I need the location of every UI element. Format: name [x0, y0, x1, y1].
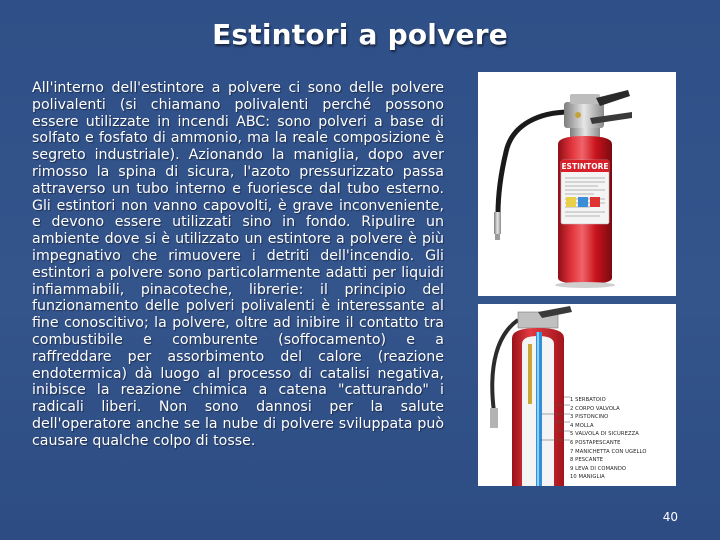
slide-title: Estintori a polvere: [212, 18, 508, 51]
diagram-legend: [570, 396, 674, 482]
legend-item: 3 PISTONCINO: [570, 414, 609, 421]
legend-item: 8 PESCANTE: [570, 457, 604, 464]
label-title: ESTINTORE: [561, 162, 609, 171]
page-number: 40: [662, 510, 678, 524]
legend-item: 4 MOLLA: [570, 422, 594, 429]
legend-item: 5 VALVOLA DI SICUREZZA: [570, 431, 639, 438]
legend-item: 10 MANIGLIA: [570, 474, 605, 481]
legend-item: 1 SERBATOIO: [570, 397, 606, 403]
extinguisher-photo-drawing: [478, 72, 676, 296]
legend-item: 9 LEVA DI COMANDO: [570, 465, 627, 472]
extinguisher-photo: [478, 72, 676, 296]
legend-item: 6 POSTAPESCANTE: [570, 439, 621, 446]
legend-item: 7 MANICHETTA CON UGELLO: [570, 448, 647, 455]
body-paragraph: All'interno dell'estintore a polvere ci sono delle polvere polivalenti (si chiamano polivalenti perché possono essere utilizzate in incendi ABC: sono polveri a base di solfato e fosfato di ammonio, ma la reale composizione è segreto industriale). Azionando la maniglia, dopo aver rimosso la spina di sicura, l'azoto pressurizzato passa attraverso un tubo interno e fuoriesce dal tubo esterno. Gli estintori non vanno capovolti, è grave inconveniente, e devono essere utilizzati sino in fondo. Ripulire un ambiente dove si è utilizzato un estintore a polvere è più impegnativo che rimuovere i detriti dell'incendio. Gli estintori a polvere sono particolarmente adatti per liquidi infiammabili, pinacoteche, librerie: il principio del funzionamento delle polveri polivalenti è interessante al fine conoscitivo; la polvere, oltre ad inibire il contatto tra combustibile e comburente (soffocamento) e a raffreddare per assorbimento del calore (reazione endotermica) dà luogo al processo di catalisi negativa, inibisce la reazione chimica a catena "catturando" i radicali liberi. Non sono dannosi per la salute dell'operatore anche se la nube di polvere sviluppata può causare qualche colpo di tosse.: [32, 80, 444, 449]
legend-item: 2 CORPO VALVOLA: [570, 405, 620, 412]
